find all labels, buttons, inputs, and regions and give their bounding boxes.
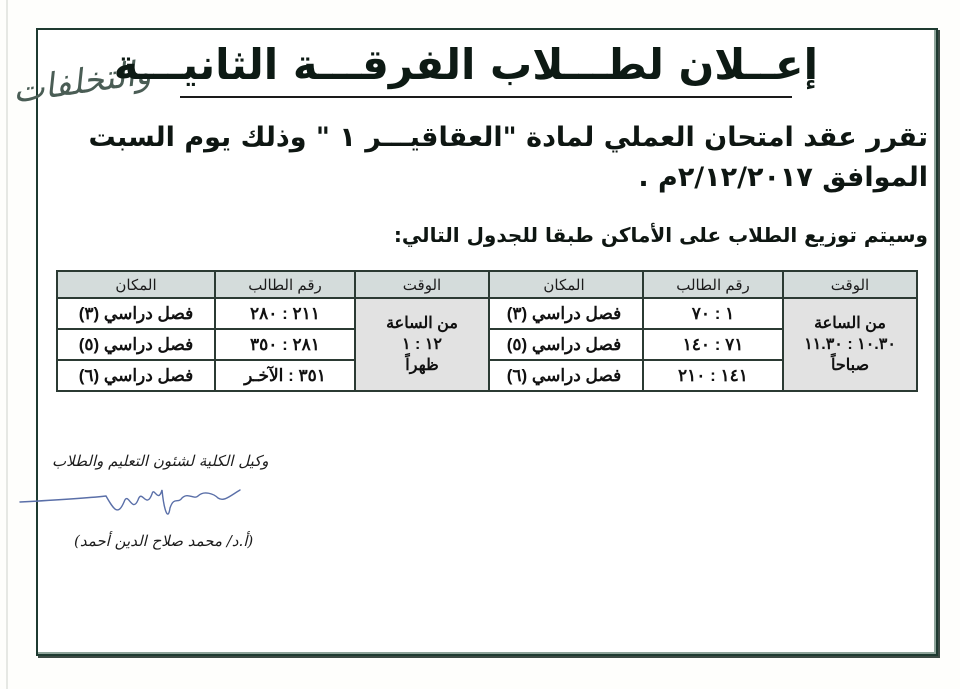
header-place: المكان: [57, 271, 215, 298]
time-range: ١٠.٣٠ : ١١.٣٠: [804, 336, 896, 353]
handwritten-note: والتخلفات: [9, 52, 154, 112]
distribution-intro-line: وسيتم توزيع الطلاب على الأماكن طبقا للجدول التالي:: [393, 223, 928, 247]
student-id-range: ٧١ : ١٤٠: [643, 329, 783, 360]
title-underline: [180, 96, 792, 98]
classroom: فصل دراسي (٥): [485, 329, 643, 360]
announcement-title: إعــلان لطـــلاب الفرقـــة الثانيـــة: [113, 40, 818, 89]
student-id-range: ١ : ٧٠: [643, 298, 783, 329]
time-label: من الساعة: [814, 315, 886, 332]
page-edge: [6, 0, 8, 689]
header-student-ids: رقم الطالب: [643, 271, 783, 298]
table-row: [57, 298, 489, 329]
header-time: الوقت: [783, 271, 917, 298]
classroom: فصل دراسي (٦): [485, 360, 643, 391]
signatory-name: (أ.د/ محمد صلاح الدين أحمد): [74, 532, 254, 550]
table-row: [485, 298, 917, 329]
time-period: ظهراً: [405, 357, 439, 374]
header-student-ids: رقم الطالب: [215, 271, 355, 298]
header-place: المكان: [485, 271, 643, 298]
time-range: ١٢ : ١: [402, 336, 442, 353]
time-period: صباحاً: [830, 357, 870, 374]
time-label: من الساعة: [386, 315, 458, 332]
student-id-range: ٢٨١ : ٣٥٠: [215, 329, 355, 360]
session-time-cell: [355, 298, 489, 391]
student-id-range: ١٤١ : ٢١٠: [643, 360, 783, 391]
schedule-table-noon: [56, 270, 490, 392]
schedule-table-morning: [484, 270, 918, 392]
table-header-row: [57, 271, 489, 298]
handwritten-signature-icon: [18, 480, 248, 530]
student-id-range: ٣٥١ : الآخـر: [215, 360, 355, 391]
classroom: فصل دراسي (٣): [57, 298, 215, 329]
signatory-title: وكيل الكلية لشئون التعليم والطلاب: [52, 452, 269, 470]
table-header-row: [485, 271, 917, 298]
header-time: الوقت: [355, 271, 489, 298]
classroom: فصل دراسي (٥): [57, 329, 215, 360]
exam-date-line: الموافق ٢/١٢/٢٠١٧م .: [638, 162, 928, 193]
student-id-range: ٢١١ : ٢٨٠: [215, 298, 355, 329]
exam-announcement-line: تقرر عقد امتحان العملي لمادة "العقاقيـــر ١ " وذلك يوم السبت: [88, 122, 928, 153]
classroom: فصل دراسي (٦): [57, 360, 215, 391]
classroom: فصل دراسي (٣): [485, 298, 643, 329]
session-time-cell: [783, 298, 917, 391]
